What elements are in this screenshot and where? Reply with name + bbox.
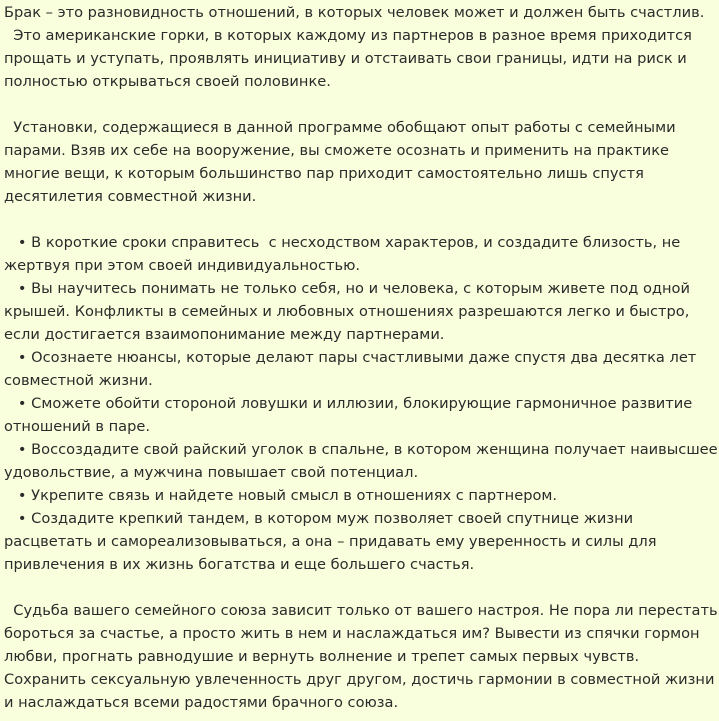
- list-item: [0, 507, 719, 576]
- bullet-icon: •: [17, 395, 27, 412]
- spacer: [0, 576, 719, 599]
- closing-paragraph: Судьба вашего семейного союза зависит только от вашего настроя. Не пора ли перестать бороться за счастье, а просто жить в нем и наслаждаться им? Вывести из спячки гормон любви, прогнать равнодушие и вернуть волнение и трепет самых первых чувств. Сохранить сексуальную увлеченность друг другом, достичь гармонии в совместной жизни и наслаждаться всеми радостями брачного союза.: [4, 602, 718, 711]
- list-item: [0, 392, 719, 438]
- list-item-text: Вы научитесь понимать не только себя, но и человека, с которым живете под одной крышей. Конфликты в семейных и любовных отношениях разрешаются легко и быстро, если достигается взаимопонимание между партнерами.: [4, 280, 695, 343]
- list-item-text: Осознаете нюансы, которые делают пары счастливыми даже спустя два десятка лет совместной жизни.: [4, 349, 701, 389]
- bullet-icon: •: [17, 234, 27, 251]
- bullet-icon: •: [17, 441, 27, 458]
- list-item-text: В короткие сроки справитесь с несходством характеров, и создадите близость, не жертвуя при этом своей индивидуальностью.: [4, 234, 685, 274]
- bullet-icon: •: [17, 280, 27, 297]
- list-item-text: Создадите крепкий тандем, в котором муж позволяет своей спутнице жизни расцветать и самореализовываться, а она – придавать ему уверенность и силы для привлечения в их жизнь богатства и еще большего счастья.: [4, 510, 662, 573]
- list-item: [0, 231, 719, 277]
- list-item-text: Воссоздадите свой райский уголок в спальне, в котором женщина получает наивысшее удовольствие, а мужчина повышает свой потенциал.: [4, 441, 718, 481]
- benefits-list: [0, 231, 719, 576]
- list-item: [0, 438, 719, 484]
- list-item: [0, 277, 719, 346]
- program-paragraph: Установки, содержащиеся в данной программе обобщают опыт работы с семейными парами. Взяв их себе на вооружение, вы сможете осознать и применить на практике многие вещи, к которым большинство пар приходит самостоятельно лишь спустя десятилетия совместной жизни.: [4, 119, 681, 205]
- bullet-icon: •: [17, 510, 27, 527]
- list-item-text: Сможете обойти стороной ловушки и иллюзии, блокирующие гармоничное развитие отношений в паре.: [4, 395, 697, 435]
- bullet-icon: •: [17, 487, 27, 504]
- list-item-text: Укрепите связь и найдете новый смысл в отношениях с партнером.: [31, 487, 558, 504]
- list-item: [0, 484, 719, 507]
- list-item: [0, 346, 719, 392]
- intro-paragraph: Брак – это разновидность отношений, в которых человек может и должен быть счастлив. Это американские горки, в которых каждому из партнеров в разное время приходится прощать и уступать, проявлять инициативу и отстаивать свои границы, идти на риск и полностью открываться своей половинке.: [4, 4, 705, 90]
- bullet-icon: •: [17, 349, 27, 366]
- spacer: [0, 208, 719, 231]
- spacer: [0, 93, 719, 116]
